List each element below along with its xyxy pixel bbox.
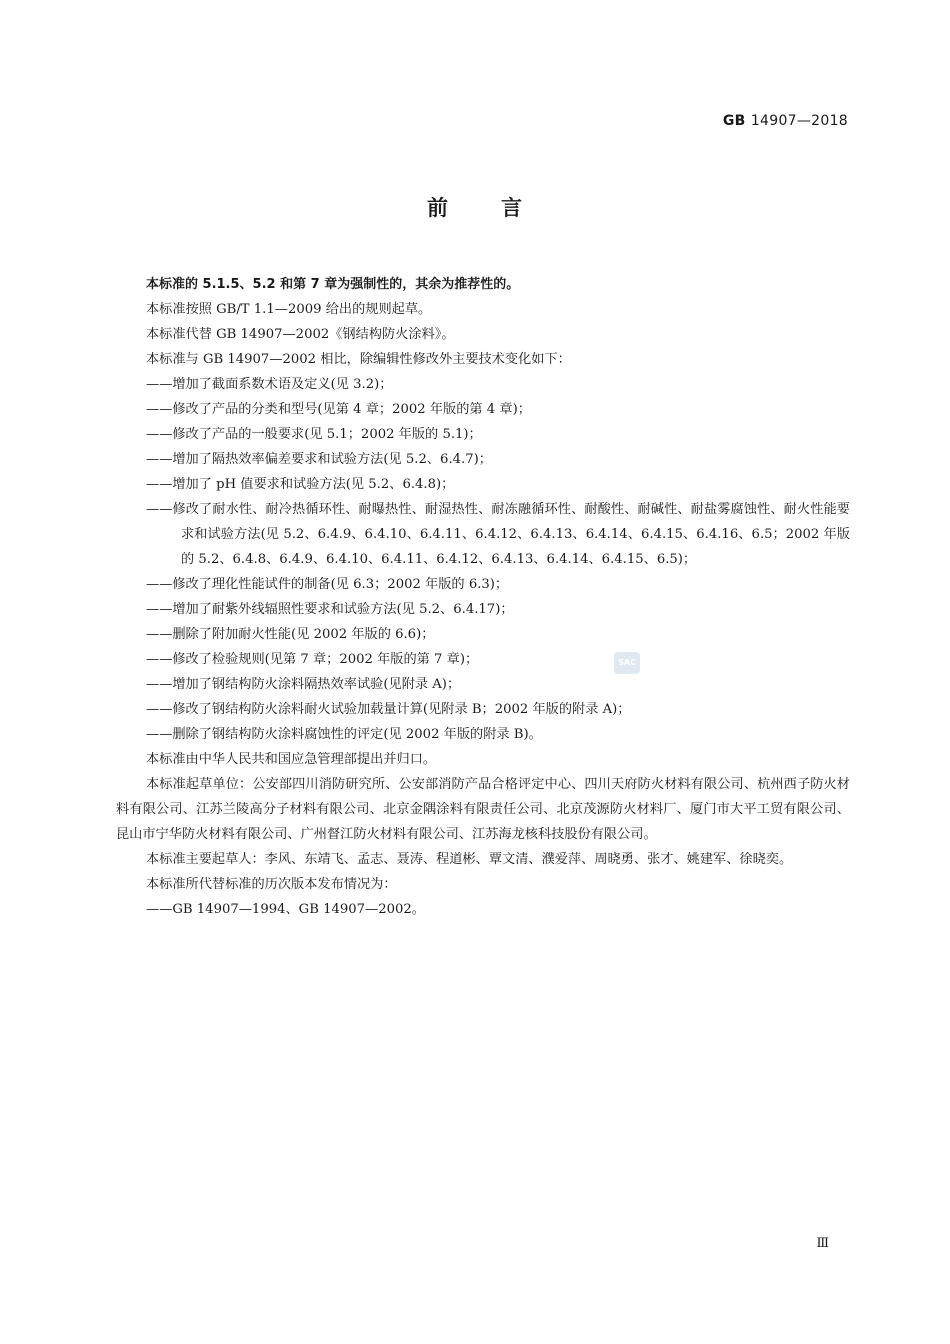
standard-code	[723, 113, 848, 129]
page-title	[0, 192, 950, 222]
list-item: ——删除了钢结构防火涂料腐蚀性的评定(见 2002 年版的附录 B)。	[146, 727, 542, 742]
list-item: ——修改了耐水性、耐冷热循环性、耐曝热性、耐湿热性、耐冻融循环性、耐酸性、耐碱性、耐盐雾腐蚀性、耐火性能要求和试验方法(见 5.2、6.4.9、6.4.10、6.4.11、6.4.12、6.4.13、6.4.14、6.4.15、6.4.16、6.5；2002 年版的 5.2、6.4.8、6.4.9、6.4.10、6.4.11、6.4.12、6.4.13、6.4.14、6.4.15、6.5)；	[146, 502, 850, 567]
list-item: ——增加了钢结构防火涂料隔热效率试验(见附录 A)；	[146, 677, 461, 692]
foreword-body	[116, 272, 850, 922]
replaces-paragraph: 本标准代替 GB 14907—2002《钢结构防火涂料》。	[146, 327, 455, 342]
list-item: ——修改了产品的分类和型号(见第 4 章；2002 年版的第 4 章)；	[146, 402, 531, 417]
drafting-rules-paragraph: 本标准按照 GB/T 1.1—2009 给出的规则起草。	[146, 302, 432, 317]
list-item: ——修改了钢结构防火涂料耐火试验加载量计算(见附录 B；2002 年版的附录 A)；	[146, 702, 631, 717]
list-item: ——修改了检验规则(见第 7 章；2002 年版的第 7 章)；	[146, 652, 479, 667]
history-intro-paragraph: 本标准所代替标准的历次版本发布情况为：	[146, 877, 397, 892]
title-char-2: 言	[501, 196, 523, 220]
changes-list	[116, 372, 850, 747]
history-versions-paragraph: ——GB 14907—1994、GB 14907—2002。	[146, 902, 425, 917]
list-item: ——修改了理化性能试件的制备(见 6.3；2002 年版的 6.3)；	[146, 577, 509, 592]
standard-number: 14907—2018	[750, 113, 848, 129]
list-item: ——删除了附加耐火性能(见 2002 年版的 6.6)；	[146, 627, 435, 642]
standard-prefix: GB	[722, 113, 746, 129]
list-item: ——修改了产品的一般要求(见 5.1；2002 年版的 5.1)；	[146, 427, 482, 442]
sac-watermark-logo: SAC	[614, 652, 640, 674]
changes-intro-paragraph: 本标准与 GB 14907—2002 相比，除编辑性修改外主要技术变化如下：	[146, 352, 571, 367]
proposer-paragraph: 本标准由中华人民共和国应急管理部提出并归口。	[146, 752, 437, 767]
list-item: ——增加了 pH 值要求和试验方法(见 5.2、6.4.8)；	[146, 477, 455, 492]
drafting-units-paragraph: 本标准起草单位：公安部四川消防研究所、公安部消防产品合格评定中心、四川天府防火材料有限公司、杭州西子防火材料有限公司、江苏兰陵高分子材料有限公司、北京金隅涂料有限责任公司、北京茂源防火材料厂、厦门市大平工贸有限公司、昆山市宁华防火材料有限公司、广州督江防火材料有限公司、江苏海龙核科技股份有限公司。	[116, 777, 850, 842]
list-item: ——增加了隔热效率偏差要求和试验方法(见 5.2、6.4.7)；	[146, 452, 492, 467]
drafters-paragraph: 本标准主要起草人：李风、东靖飞、孟志、聂涛、程道彬、覃文清、濮爱萍、周晓勇、张才、姚建军、徐晓奕。	[146, 852, 793, 867]
page-number: Ⅲ	[816, 1236, 829, 1251]
mandatory-clause-paragraph: 本标准的 5.1.5、5.2 和第 7 章为强制性的，其余为推荐性的。	[146, 277, 520, 292]
list-item: ——增加了截面系数术语及定义(见 3.2)；	[146, 377, 393, 392]
list-item: ——增加了耐紫外线辐照性要求和试验方法(见 5.2、6.4.17)；	[146, 602, 514, 617]
title-char-1: 前	[427, 196, 449, 220]
